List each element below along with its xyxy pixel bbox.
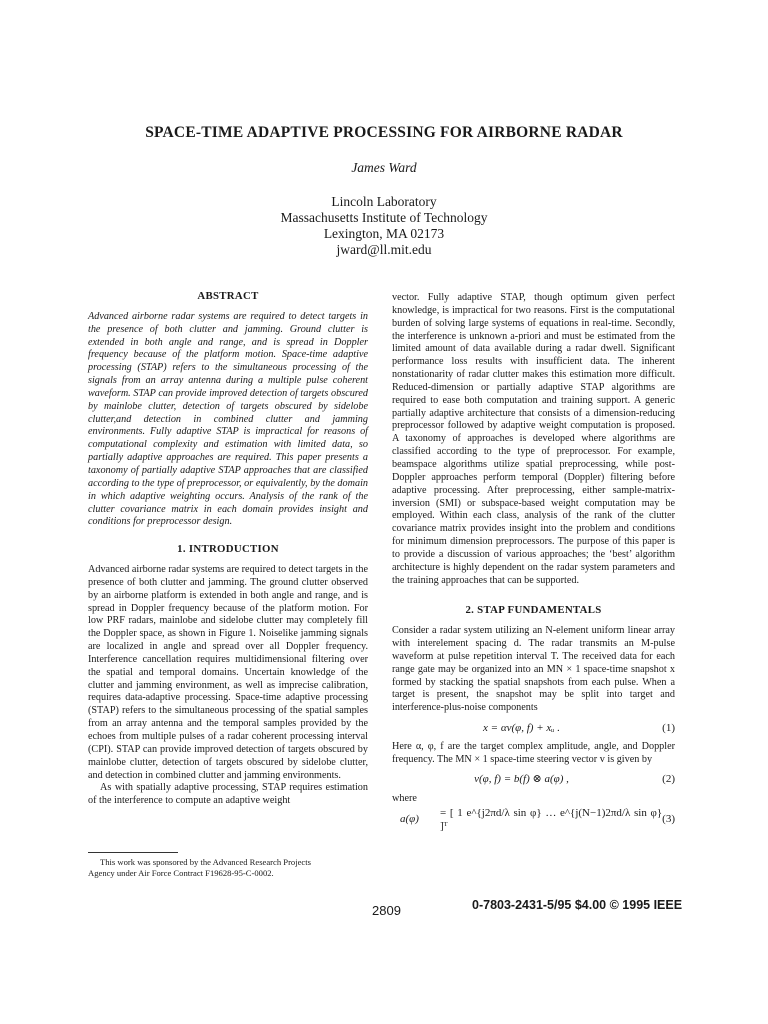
footnote-rule: [88, 852, 178, 853]
equation-3: [392, 806, 675, 834]
equation-1: [392, 715, 675, 741]
left-column: [88, 290, 368, 808]
author-name: James Ward: [351, 160, 417, 175]
right-paragraph-2: Consider a radar system utilizing an N-element uniform linear array with interelement spacing d. The radar transmits an M-pulse waveform at pulse repetition interval T. The received data for each range gate may be organized into an MN × 1 space-time snapshot x formed by stacking the spatial snapshots from each pulse. When a target is present, the snapshot may be split into target and interference-plus-noise components: [392, 625, 675, 714]
abstract-heading: ABSTRACT: [197, 290, 259, 302]
right-column: [392, 292, 675, 834]
affiliation-address: Lexington, MA 02173: [323, 226, 445, 241]
footnote: [88, 857, 368, 879]
author-email: jward@ll.mit.edu: [336, 242, 432, 257]
paper-title: SPACE-TIME ADAPTIVE PROCESSING FOR AIRBORNE RADAR: [145, 124, 623, 141]
right-paragraph-3: Here α, φ, f are the target complex amplitude, angle, and Doppler frequency. The MN × 1 space-time steering vector v is given by: [392, 741, 675, 765]
stap-fundamentals-heading: 2. STAP FUNDAMENTALS: [465, 604, 602, 617]
intro-paragraph-1: Advanced airborne radar systems are required to detect targets in the presence of both clutter and jamming. The ground clutter observed by an airborne platform is extended in both angle and range, and is spread in Doppler frequency because of the platform motion. For low PRF radars, mainlobe and sidelobe clutter may completely fill the Doppler space, as shown in Figure 1. Noiselike jamming signals are localized in angle and spread over all Doppler frequency. Interference cancellation requires multidimensional filtering over the spatial and temporal domains. Uncertain knowledge of the clutter and jamming environment, as well as imprecise calibration, requires data-adaptive processing. Space-time adaptive processing (STAP) refers to the simultaneous processing of the spatial samples from an array antenna and the temporal samples provided by the echoes from multiple pulses of a radar coherent processing interval (CPI). STAP can provide improved detection of targets obscured by mainlobe clutter, detection of targets obscured by sidelobe clutter, and detection in combined clutter and jamming environments.: [88, 564, 368, 781]
introduction-heading: 1. INTRODUCTION: [177, 543, 279, 556]
footnote-line-1: This work was sponsored by the Advanced Research Projects: [100, 857, 311, 867]
footnote-line-2: Agency under Air Force Contract F19628-95-C-0002.: [88, 868, 274, 878]
equation-1-expr: x = αv(φ, f) + xᵤ .: [483, 721, 560, 734]
copyright-notice: 0-7803-2431-5/95 $4.00 © 1995 IEEE: [472, 898, 683, 912]
equation-2-expr: v(φ, f) = b(f) ⊗ a(φ) ,: [474, 773, 569, 786]
equation-2-number: (2): [662, 773, 675, 786]
equation-3-lhs: a(φ): [400, 813, 419, 826]
equation-3-rhs: = [ 1 e^{j2πd/λ sin φ} … e^{j(N−1)2πd/λ sin φ} ]ᵀ: [440, 806, 663, 832]
affiliation-lab: Lincoln Laboratory: [331, 194, 437, 209]
where-text: where: [392, 792, 417, 804]
equation-1-number: (1): [662, 721, 675, 734]
abstract-text: Advanced airborne radar systems are required to detect targets in the presence of both clutter and jamming. Ground clutter is extended in both angle and range, and is spread in Doppler frequency because of the platform motion. Space-time adaptive processing (STAP) refers to the simultaneous processing of the signals from an array antenna during a multiple pulse coherent waveform. STAP can provide improved detection of targets obscured by mainlobe clutter, detection of targets obscured by sidelobe clutter,and detection in combined clutter and jamming environments. Fully adaptive STAP is impractical for reasons of computational complexity and estimation with limited data, so partially adaptive approaches are required. This paper presents a taxonomy of partially adaptive STAP approaches that are classified according to the type of preprocessor, or equivalently, by the domain in which adaptive weighting occurs. Analysis of the rank of the clutter covariance matrix in each domain provides insight and conditions for preprocessor design.: [88, 310, 368, 528]
equation-3-number: (3): [662, 813, 675, 826]
equation-2: [392, 767, 675, 793]
affiliation-block: [0, 194, 768, 258]
page-number: 2809: [372, 903, 401, 918]
right-paragraph-1: vector. Fully adaptive STAP, though optimum given perfect knowledge, is impractical for two reasons. First is the computational burden of solving large systems of equations in real-time. Secondly, the interference is unknown a-priori and must be estimated from the limited amount of data available during a radar dwell. Significant performance loss results with insufficient data. The inherent nonstationarity of radar clutter makes this estimation more difficult. Reduced-dimension or partially adaptive STAP algorithms are required to ease both computation and training support. A generic partially adaptive architecture that consists of a dimension-reducing preprocessor followed by adaptive weight computation is proposed. A taxonomy of approaches is developed where algorithms are classified according to the type of preprocessor. For example, beamspace algorithms utilize spatial preprocessing, while post-Doppler approaches perform temporal (Doppler) filtering before adaptive processing. After preprocessing, either sample-matrix-inversion (SMI) or subspace-based weight computation may be employed. Within each class, analysis of the rank of the clutter covariance matrix provides insight into the problem and conditions for minimum dimension preprocessors. The purpose of this paper is to provide a discussion of various approaches; the ‘best’ algorithm architecture is highly dependent on the radar system parameters and the training approaches that can be supported.: [392, 292, 675, 586]
intro-paragraph-2: As with spatially adaptive processing, STAP requires estimation of the interference to compute an adaptive weight: [88, 782, 368, 807]
affiliation-institute: Massachusetts Institute of Technology: [280, 210, 488, 225]
